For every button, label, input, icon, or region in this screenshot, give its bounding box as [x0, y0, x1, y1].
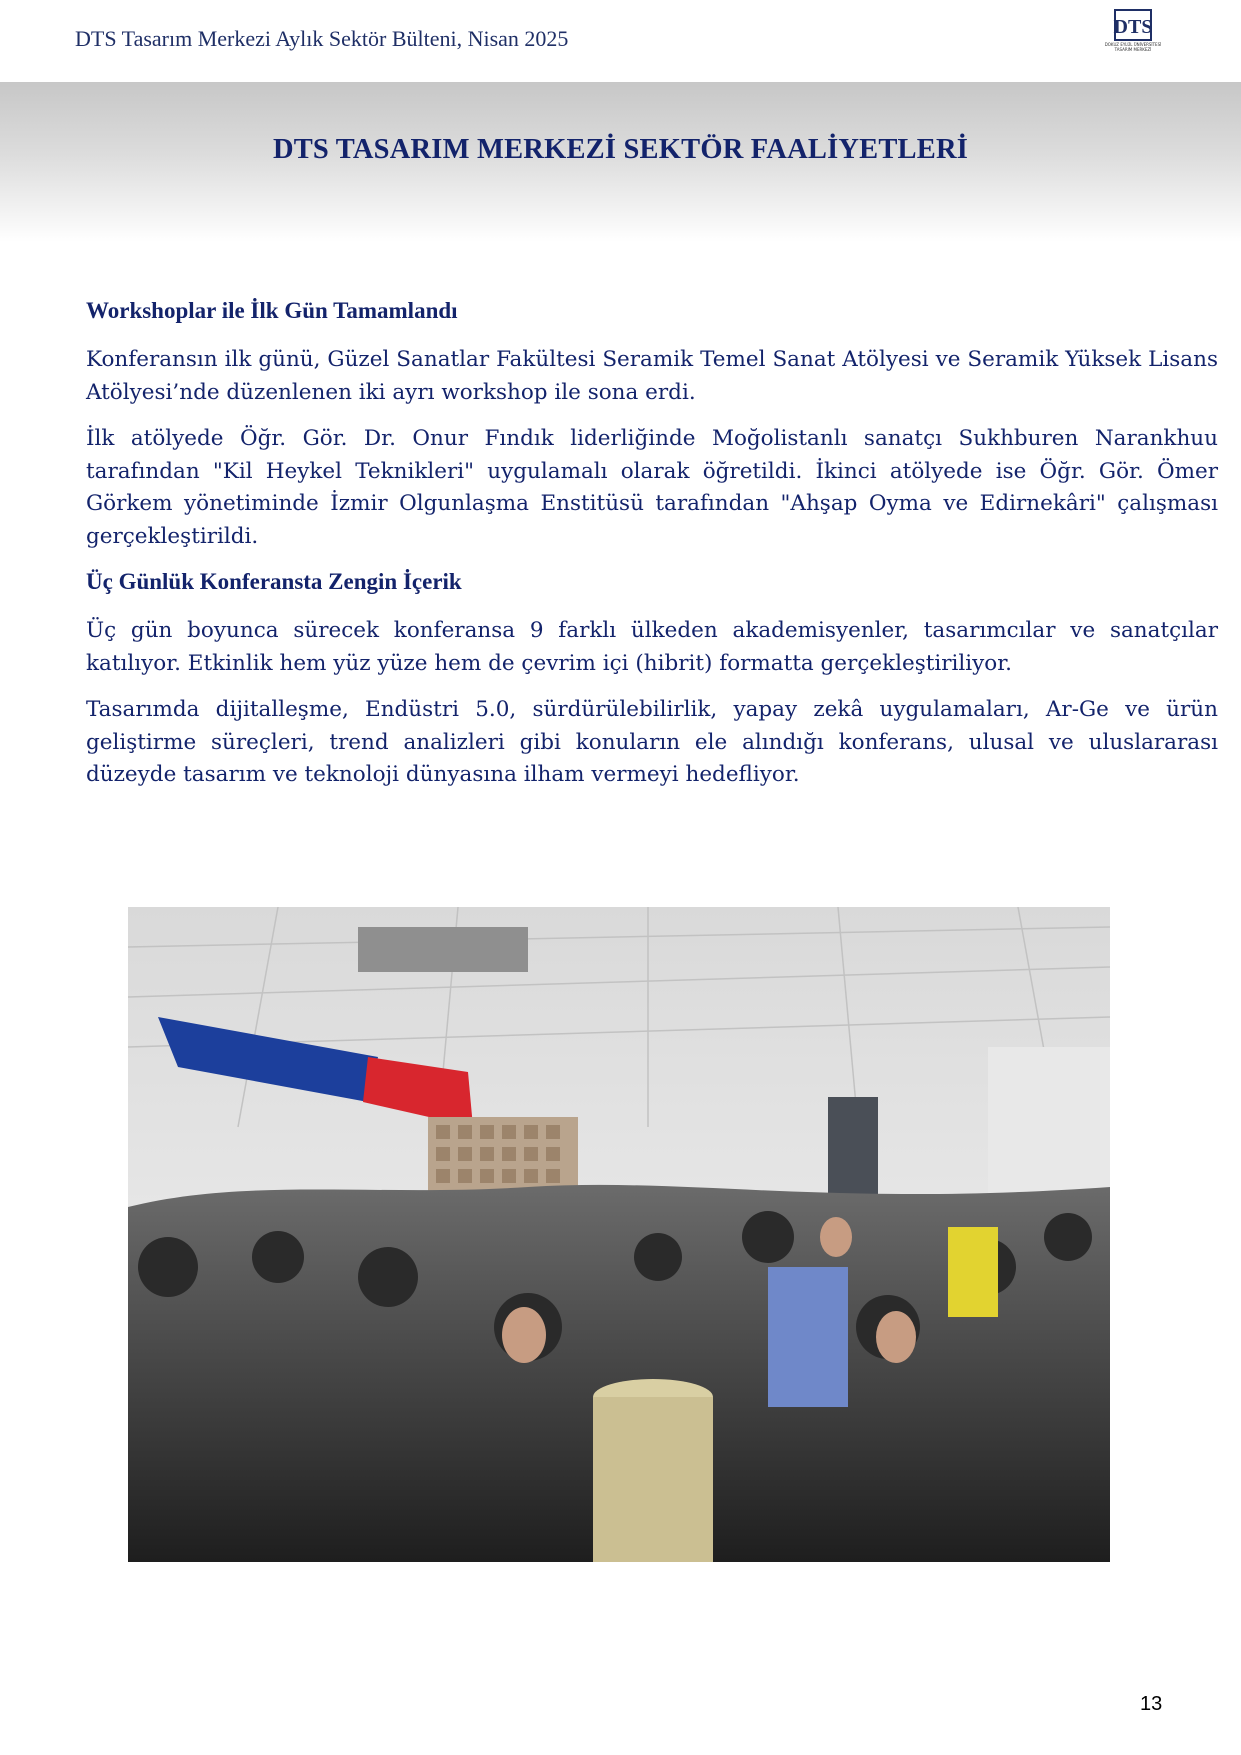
page-number: 13	[1140, 1693, 1163, 1715]
section-heading-conference: Üç Günlük Konferansta Zengin İçerik	[86, 569, 462, 594]
logo-caption: DOKUZ EYLÜL ÜNİVERSİTESİ TASARIM MERKEZİ	[1104, 42, 1162, 52]
paragraph: Tasarımda dijitalleşme, Endüstri 5.0, sürdürülebilirlik, yapay zekâ uygulamaları, Ar-Ge ve ürün geliştirme süreçleri, trend analizleri gibi konuların ele alındığı konferans, ulusal ve uluslararası düzeyde tasarım ve teknoloji dünyasına ilham vermeyi hedefliyor.	[86, 697, 1218, 787]
crowd-photo-illustration	[128, 907, 1110, 1562]
page-title: DTS TASARIM MERKEZİ SEKTÖR FAALİYETLERİ	[272, 134, 969, 165]
article-body	[86, 296, 1218, 806]
paragraph: Üç gün boyunca sürecek konferansa 9 farklı ülkeden akademisyenler, tasarımcılar ve sanatçılar katılıyor. Etkinlik hem yüz yüze hem de çevrim içi (hibrit) formatta gerçekleştiriliyor.	[86, 618, 1218, 676]
paragraph: Konferansın ilk günü, Güzel Sanatlar Fakültesi Seramik Temel Sanat Atölyesi ve Seramik Yüksek Lisans Atölyesi’nde düzenlenen iki ayrı workshop ile sona erdi.	[86, 347, 1218, 405]
event-photo	[128, 907, 1110, 1562]
logo-text: DTS	[1113, 16, 1153, 38]
bulletin-title: DTS Tasarım Merkezi Aylık Sektör Bülteni, Nisan 2025	[75, 26, 569, 51]
section-heading-workshops: Workshoplar ile İlk Gün Tamamlandı	[86, 298, 458, 323]
paragraph: İlk atölyede Öğr. Gör. Dr. Onur Fındık liderliğinde Moğolistanlı sanatçı Sukhburen Narankhuu tarafından "Kil Heykel Teknikleri" uygulamalı olarak öğretildi. İkinci atölyede ise Öğr. Gör. Ömer Görkem yönetiminde İzmir Olgunlaşma Enstitüsü tarafından "Ahşap Oyma ve Edirnekâri" çalışması gerçekleştirildi.	[86, 426, 1218, 549]
